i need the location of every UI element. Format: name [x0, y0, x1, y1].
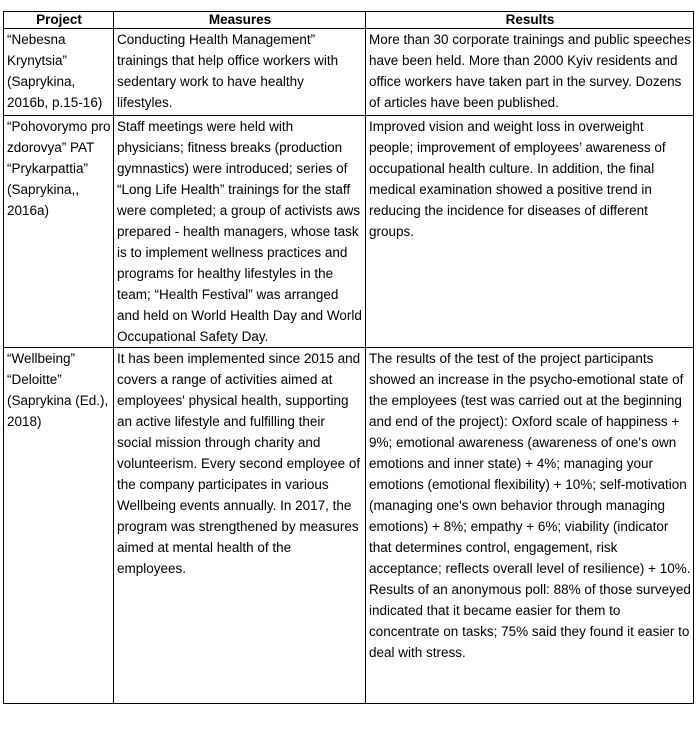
results-cell: Improved vision and weight loss in overweight people; improvement of employees’ awareness of occupational health culture. In addition, the final medical examination showed a positive trend in reducing the incidence for diseases of different groups.: [366, 116, 694, 348]
measures-cell: Staff meetings were held with physicians; fitness breaks (production gymnastics) were introduced; series of “Long Life Health” trainings for the staff were completed; a group of activists aws prepared - health managers, whose task is to implement wellness practices and programs for healthy lifestyles in the team; “Health Festival” was arranged and held on World Health Day and World Occupational Safety Day.: [114, 116, 366, 348]
project-cell: “Pohovorymo pro zdorovya” PAT “Prykarpattia” (Saprykina,, 2016a): [4, 116, 114, 348]
results-cell: The results of the test of the project participants showed an increase in the psycho-emotional state of the employees (test was carried out at the beginning and end of the project): Oxford scale of happiness + 9%; emotional awareness (awareness of one's own emotions and inner state) + 4%; managing your emotions (emotional flexibility) + 10%; self-motivation (managing one's own behavior through managing emotions) + 8%; empathy + 6%; viability (indicator that determines control, engagement, risk acceptance; reflects overall level of resilience) + 10%. Results of an anonymous poll: 88% of those surveyed indicated that it became easier for them to concentrate on tasks; 75% said they found it easier to deal with stress.: [366, 348, 694, 704]
table-row: [4, 29, 694, 116]
header-measures: Measures: [114, 12, 366, 29]
header-project: Project: [4, 12, 114, 29]
results-cell: More than 30 corporate trainings and public speeches have been held. More than 2000 Kyiv residents and office workers have taken part in the survey. Dozens of articles have been published.: [366, 29, 694, 116]
table-row: [4, 116, 694, 348]
measures-cell: Conducting Health Management” trainings that help office workers with sedentary work to have healthy lifestyles.: [114, 29, 366, 116]
project-cell: “Nebesna Krynytsia” (Saprykina, 2016b, p.15-16): [4, 29, 114, 116]
table-row: [4, 348, 694, 704]
header-results: Results: [366, 12, 694, 29]
measures-cell: It has been implemented since 2015 and covers a range of activities aimed at employees' physical health, supporting an active lifestyle and fulfilling their social mission through charity and volunteerism. Every second employee of the company participates in various Wellbeing events annually. In 2017, the program was strengthened by measures aimed at mental health of the employees.: [114, 348, 366, 704]
table-header-row: [4, 12, 694, 29]
project-cell: “Wellbeing” “Deloitte” (Saprykina (Ed.), 2018): [4, 348, 114, 704]
projects-table: [3, 11, 694, 704]
